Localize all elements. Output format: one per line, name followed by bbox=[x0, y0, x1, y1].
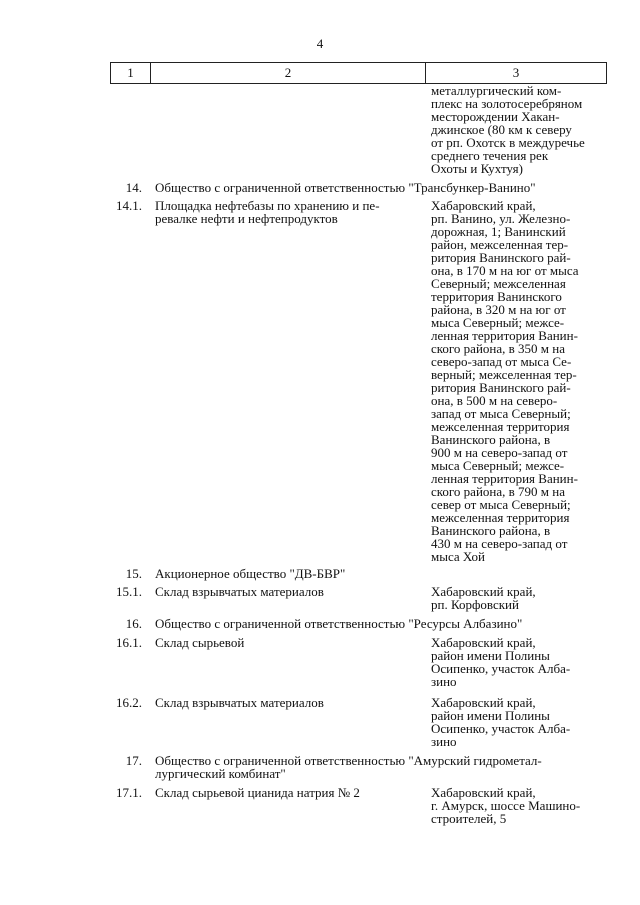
item-location: Хабаровский край, район имени Полины Осипенко, участок Алба- зино bbox=[431, 695, 571, 749]
item-location: Хабаровский край, район имени Полины Осипенко, участок Алба- зино bbox=[431, 635, 571, 689]
item-number: 17.1. bbox=[116, 785, 142, 800]
page-number: 4 bbox=[316, 36, 324, 51]
org-name: Общество с ограниченной ответственностью "Ресурсы Албазино" bbox=[155, 616, 523, 631]
item-number: 16.1. bbox=[116, 635, 142, 650]
item-number: 16.2. bbox=[116, 695, 142, 710]
org-number: 16. bbox=[125, 616, 142, 631]
org-number: 17. bbox=[125, 753, 142, 768]
item-number: 15.1. bbox=[116, 584, 142, 599]
item-location: Хабаровский край, рп. Корфовский bbox=[431, 584, 536, 612]
table-header-row bbox=[110, 62, 607, 84]
org-number: 15. bbox=[125, 566, 142, 581]
item-name: Склад взрывчатых материалов bbox=[155, 584, 324, 599]
continuation-location: металлургический ком- плекс на золотосеребряном месторождении Хакан- джинское (80 км к северу от рп. Охотск в междуречье среднего течения рек Охоты и Кухтуя) bbox=[431, 83, 585, 176]
item-name: Площадка нефтебазы по хранению и пе- ревалке нефти и нефтепродуктов bbox=[155, 198, 380, 226]
header-col-1: 1 bbox=[111, 63, 151, 83]
org-name: Общество с ограниченной ответственностью "Трансбункер-Ванино" bbox=[155, 180, 536, 195]
header-col-3: 3 bbox=[512, 65, 520, 80]
item-name: Склад сырьевой bbox=[155, 635, 245, 650]
item-name: Склад сырьевой цианида натрия № 2 bbox=[155, 785, 360, 800]
org-name: Акционерное общество "ДВ-БВР" bbox=[155, 566, 346, 581]
header-col-2: 2 bbox=[151, 63, 426, 83]
org-name: Общество с ограниченной ответственностью "Амурский гидрометал- лургический комбинат" bbox=[155, 753, 542, 781]
org-number: 14. bbox=[125, 180, 142, 195]
item-location: Хабаровский край, г. Амурск, шоссе Машино- строителей, 5 bbox=[431, 785, 581, 826]
item-number: 14.1. bbox=[116, 198, 142, 213]
item-location: Хабаровский край, рп. Ванино, ул. Железно- дорожная, 1; Ванинский район, межселенная тер- ритория Ванинского рай- она, в 170 м на юг от мыса Северный; межселенная территория Ванинского района, в 320 м на юг от мыса Северный; межсе- ленная территория Ванин- ского района, в 350 м на северо-запад от мыса Се- верный; межселенная тер- ритория Ванинского рай- она, в 500 м на северо- запад от мыса Северный; межселенная территория Ванинского района, в 900 м на северо-запад от мыса Северный; межсе- ленная территория Ванин- ского района, в 790 м на север от мыса Северный; межселенная территория Ванинского района, в 430 м на северо-запад от мыса Хой bbox=[431, 198, 579, 564]
item-name: Склад взрывчатых материалов bbox=[155, 695, 324, 710]
